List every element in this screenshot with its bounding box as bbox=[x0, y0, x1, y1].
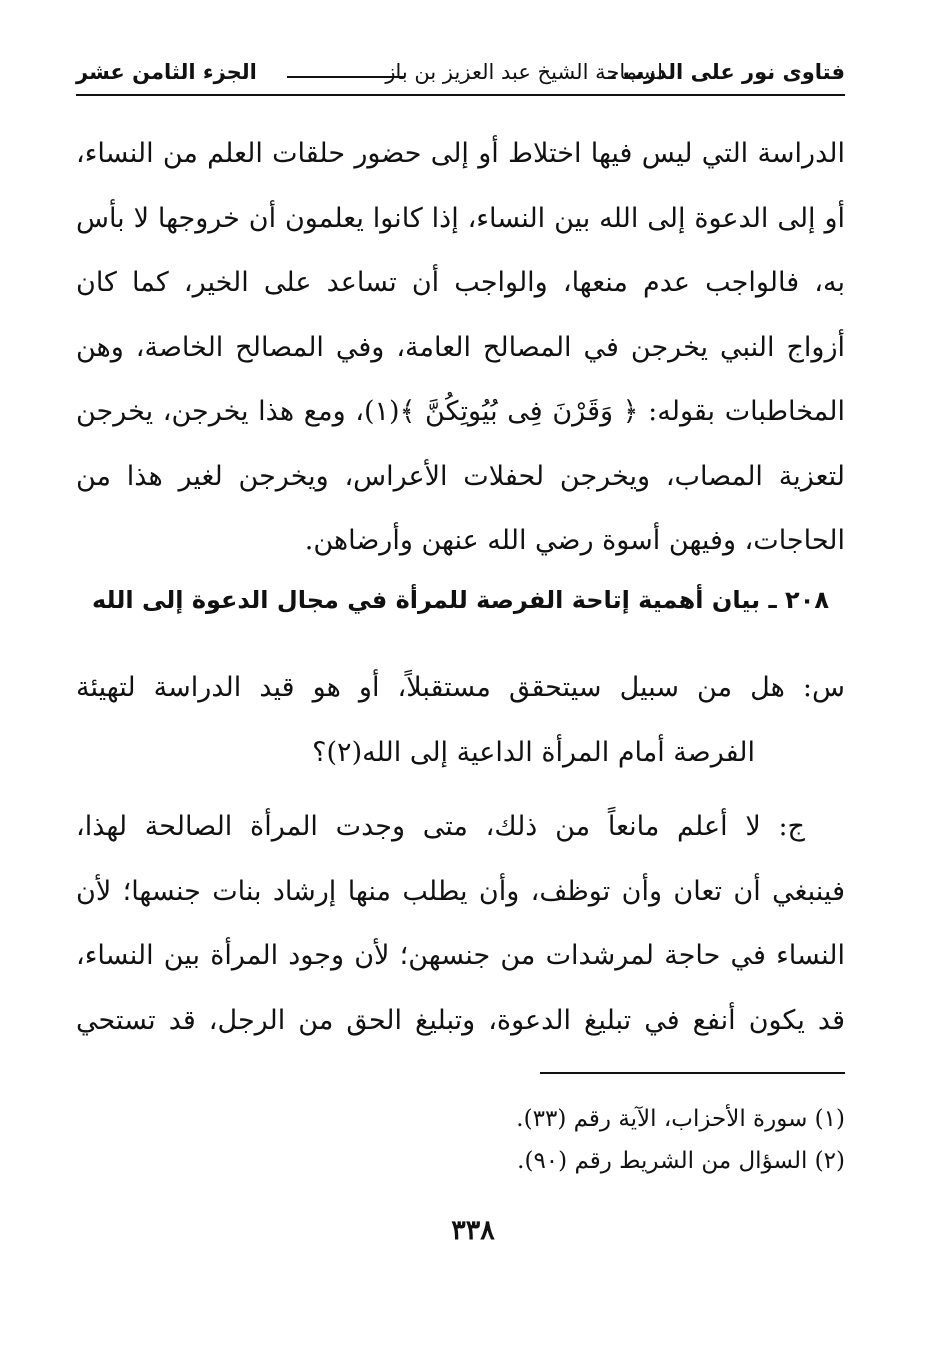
text-line: به، فالواجب عدم منعها، والواجب أن تساعد على الخير، كما كان bbox=[76, 267, 845, 298]
text-line: لتعزية المصاب، ويخرجن لحفلات الأعراس، ويخرجن لغير هذا من bbox=[76, 460, 845, 492]
question-line: س: هل من سبيل سيتحقق مستقبلاً، أو هو قيد الدراسة لتهيئة bbox=[76, 672, 845, 703]
header-underline bbox=[76, 94, 845, 96]
page-number: ٣٣٨ bbox=[451, 1215, 495, 1246]
volume-part: الجزء الثامن عشر bbox=[76, 60, 257, 84]
answer-line: قد يكون أنفع في تبليغ الدعوة، وتبليغ الحق من الرجل، قد تستحي bbox=[76, 1004, 845, 1036]
section-heading: ٢٠٨ ـ بيان أهمية إتاحة الفرصة للمرأة في مجال الدعوة إلى الله bbox=[92, 586, 829, 614]
footnote-1: (١) سورة الأحزاب، الآية رقم (٣٣). bbox=[516, 1106, 845, 1132]
answer-paragraph bbox=[76, 795, 845, 1053]
answer-line: النساء في حاجة لمرشدات من جنسهن؛ لأن وجود المرأة بين النساء، bbox=[76, 940, 845, 971]
footnotes bbox=[516, 1098, 845, 1182]
text-line: أزواج النبي يخرجن في المصالح العامة، وفي المصالح الخاصة، وهن bbox=[76, 331, 845, 363]
footnote-2: (٢) السؤال من الشريط رقم (٩٠). bbox=[517, 1148, 845, 1174]
question-line: الفرصة أمام المرأة الداعية إلى الله(٢)؟ bbox=[312, 736, 755, 768]
answer-line: فينبغي أن تعان وأن توظف، وأن يطلب منها إرشاد بنات جنسها؛ لأن bbox=[76, 875, 845, 907]
book-title: فتاوى نور على الدرب ـ bbox=[608, 60, 845, 84]
paragraph-continuation bbox=[76, 122, 845, 574]
text-line: الدراسة التي ليس فيها اختلاط أو إلى حضور حلقات العلم من النساء، bbox=[76, 138, 845, 169]
header-dash-rule bbox=[287, 76, 405, 78]
answer-line: ج: لا أعلم مانعاً من ذلك، متى وجدت المرأة الصالحة لهذا، bbox=[76, 811, 805, 842]
footnote-separator bbox=[540, 1072, 845, 1074]
text-line: المخاطبات بقوله: ﴿ وَقَرْنَ فِى بُيُوتِكُنَّ ﴾(١)، ومع هذا يخرجن، يخرجن bbox=[76, 396, 845, 427]
author-name: لسماحة الشيخ عبد العزيز بن باز bbox=[385, 60, 663, 84]
text-line: أو إلى الدعوة إلى الله بين النساء، إذا كانوا يعلمون أن خروجها لا بأس bbox=[76, 202, 845, 234]
running-header bbox=[76, 60, 845, 96]
question-paragraph bbox=[76, 656, 845, 785]
text-line: الحاجات، وفيهن أسوة رضي الله عنهن وأرضاهن. bbox=[304, 525, 845, 556]
